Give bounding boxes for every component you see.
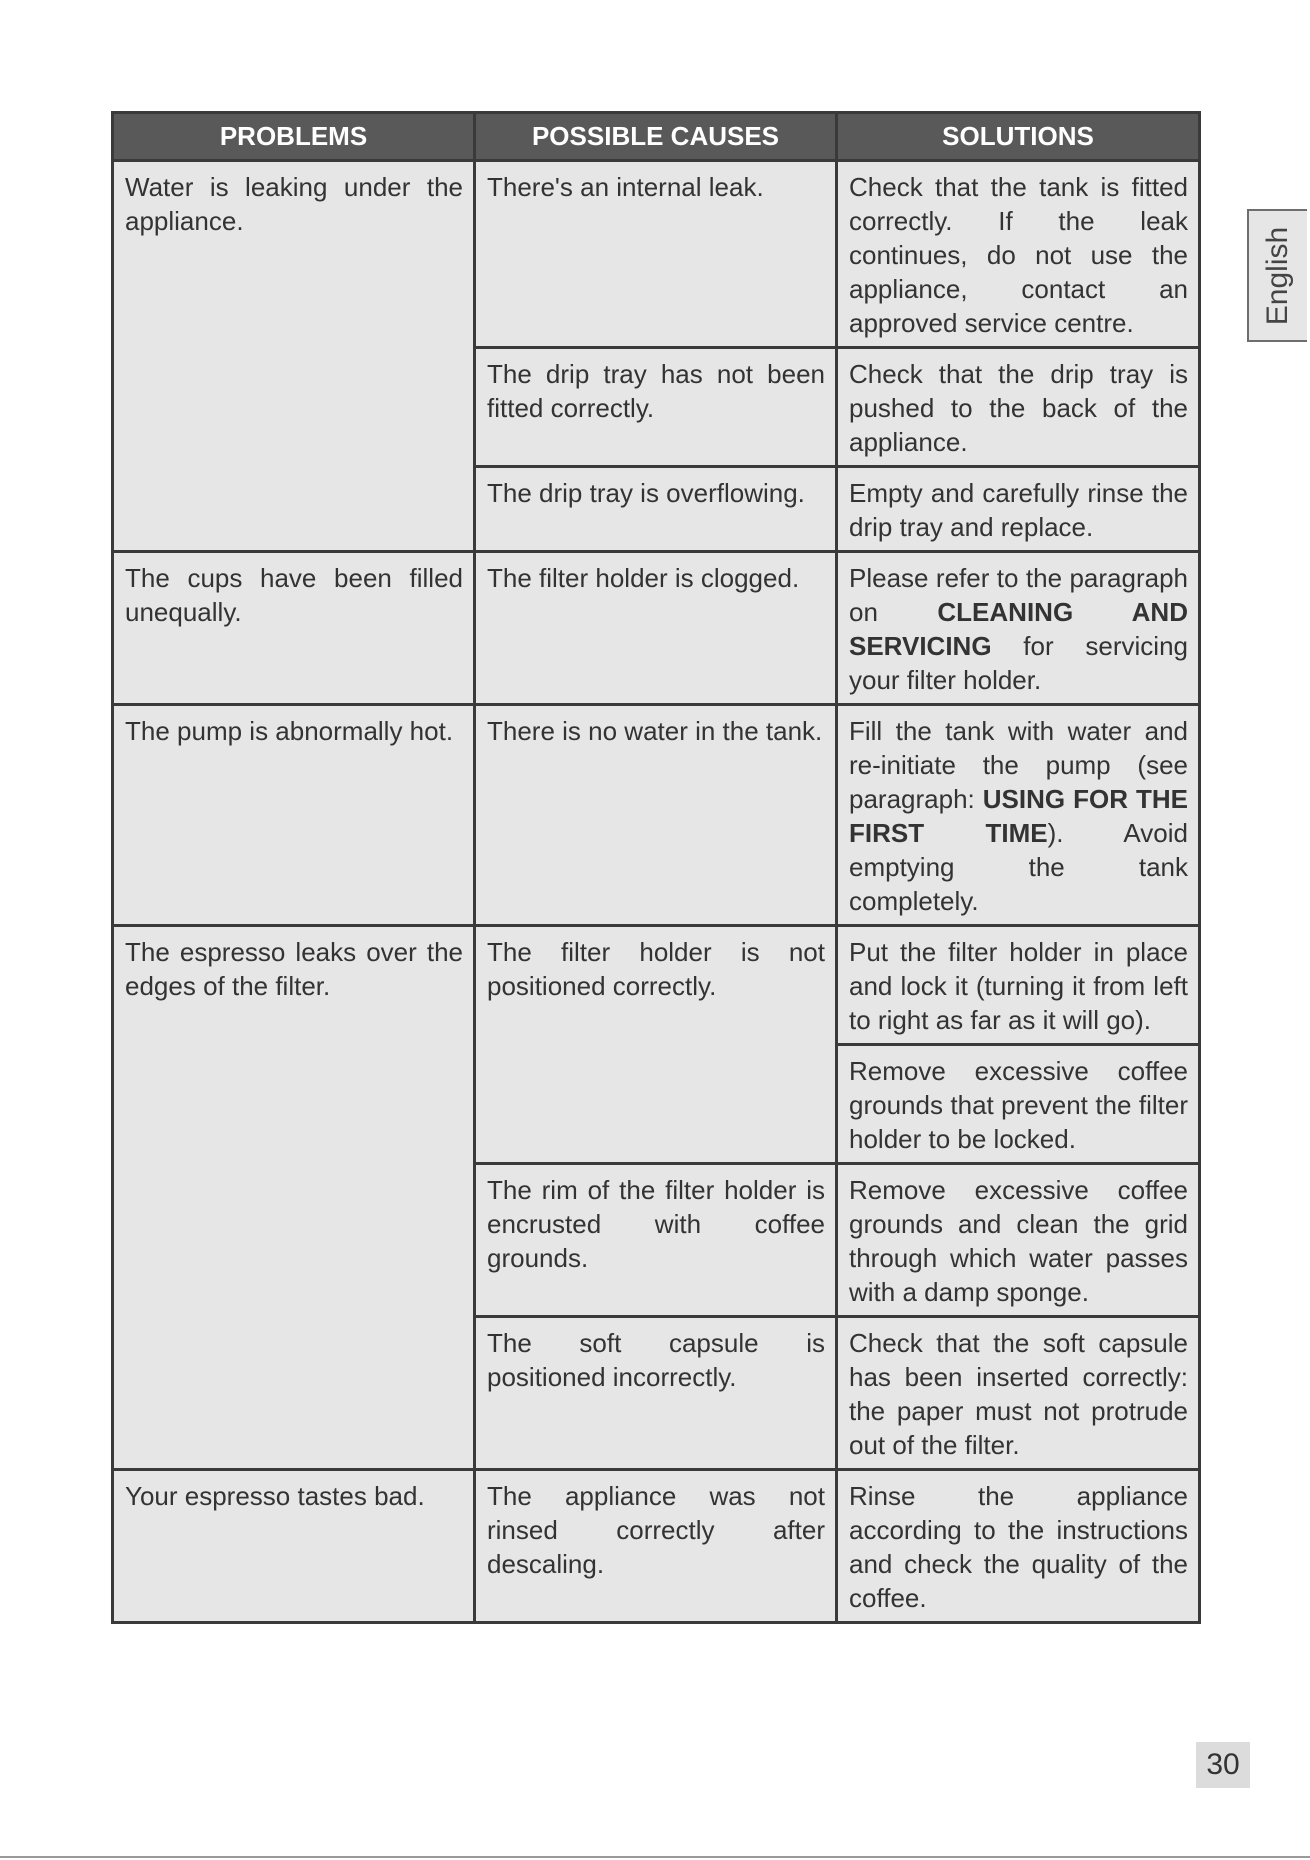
language-tab (1247, 209, 1307, 342)
solution-text: Please refer to the paragraph on (849, 563, 1188, 627)
solution-cell: Put the filter holder in place and lock it (turning it from left to right as far as it will go). (837, 926, 1200, 1045)
cause-cell: The appliance was not rinsed correctly after descaling. (475, 1470, 837, 1623)
header-problems: PROBLEMS (113, 113, 475, 161)
cause-cell: The filter holder is clogged. (475, 552, 837, 705)
solution-cell: Check that the soft capsule has been inserted correctly: the paper must not protrude out of the filter. (837, 1317, 1200, 1470)
solution-cell: Remove excessive coffee grounds that prevent the filter holder to be locked. (837, 1045, 1200, 1164)
troubleshooting-table (111, 111, 1201, 1624)
table-row (113, 926, 1200, 1045)
table-row (113, 705, 1200, 926)
solution-cell: Check that the tank is fitted correctly. If the leak continues, do not use the appliance, contact an approved service centre. (837, 161, 1200, 348)
solution-text: for servicing your filter holder. (849, 631, 1188, 695)
problem-cell: The pump is abnormally hot. (113, 705, 475, 926)
solution-text: ). Avoid emptying the tank completely. (849, 818, 1188, 916)
table-row (113, 552, 1200, 705)
header-possible-causes: POSSIBLE CAUSES (475, 113, 837, 161)
cause-cell: There is no water in the tank. (475, 705, 837, 926)
table-body (113, 161, 1200, 1623)
header-solutions: SOLUTIONS (837, 113, 1200, 161)
cause-cell: The drip tray has not been fitted correctly. (475, 348, 837, 467)
problem-cell: Water is leaking under the appliance. (113, 161, 475, 552)
solution-cell: Check that the drip tray is pushed to the back of the appliance. (837, 348, 1200, 467)
solution-cell: Rinse the appliance according to the instructions and check the quality of the coffee. (837, 1470, 1200, 1623)
page-number: 30 (1196, 1742, 1250, 1788)
bottom-rule (0, 1856, 1310, 1858)
language-tab-label: English (1261, 226, 1294, 325)
solution-text: Fill the tank with water and re-initiate the pump (see paragraph: (849, 716, 1188, 814)
table-header-row (113, 113, 1200, 161)
solution-cell: Empty and carefully rinse the drip tray and replace. (837, 467, 1200, 552)
table-row (113, 1470, 1200, 1623)
cause-cell: The filter holder is not positioned correctly. (475, 926, 837, 1164)
solution-cell: Remove excessive coffee grounds and clean the grid through which water passes with a damp sponge. (837, 1164, 1200, 1317)
cause-cell: There's an internal leak. (475, 161, 837, 348)
table-row (113, 161, 1200, 348)
solution-cell (837, 705, 1200, 926)
cause-cell: The drip tray is overflowing. (475, 467, 837, 552)
solution-cell (837, 552, 1200, 705)
cause-cell: The rim of the filter holder is encrusted with coffee grounds. (475, 1164, 837, 1317)
problem-cell: Your espresso tastes bad. (113, 1470, 475, 1623)
solution-emphasis: CLEANING AND SERVICING (849, 597, 1188, 661)
cause-cell: The soft capsule is positioned incorrectly. (475, 1317, 837, 1470)
problem-cell: The cups have been filled unequally. (113, 552, 475, 705)
problem-cell: The espresso leaks over the edges of the filter. (113, 926, 475, 1470)
solution-emphasis: USING FOR THE FIRST TIME (849, 784, 1188, 848)
